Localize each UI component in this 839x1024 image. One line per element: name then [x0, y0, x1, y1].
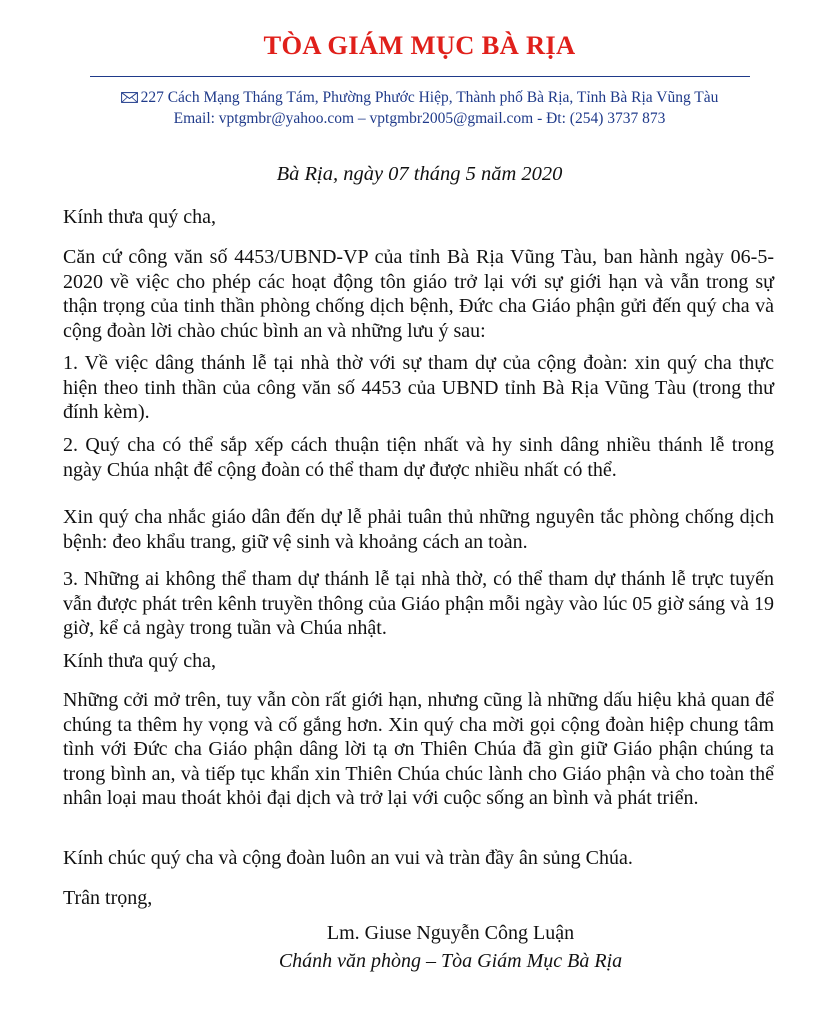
envelope-icon	[121, 92, 138, 103]
closing-regards: Trân trọng,	[63, 887, 153, 909]
paragraph-closing-body: Những cởi mở trên, tuy vẫn còn rất giới hạn, nhưng cũng là những dấu hiệu khả quan để chúng ta thêm hy vọng và cố gắng hơn. Xin quý cha mời gọi cộng đoàn hiệp chung tâm tình với Đức cha Giáo phận dâng lời tạ ơn Thiên Chúa đã gìn giữ Giáo phận chúng ta trong bình an, và tiếp tục khẩn xin Thiên Chúa chúc lành cho Giáo phận và cho toàn thể nhân loại mau thoát khỏi đại dịch và trở lại với cuộc sống an bình và phát triển.	[63, 689, 774, 809]
salutation-second: Kính thưa quý cha,	[63, 650, 217, 672]
letterhead-title: TÒA GIÁM MỤC BÀ RỊA	[263, 30, 576, 60]
closing-wish: Kính chúc quý cha và cộng đoàn luôn an vui và tràn đầy ân sủng Chúa.	[63, 847, 633, 869]
signature-name: Lm. Giuse Nguyễn Công Luận	[326, 922, 575, 944]
salutation-opening: Kính thưa quý cha,	[63, 206, 217, 228]
signature-role: Chánh văn phòng – Tòa Giám Mục Bà Rịa	[278, 950, 623, 972]
paragraph-reminder: Xin quý cha nhắc giáo dân đến dự lễ phải tuân thủ những nguyên tắc phòng chống dịch bệnh: đeo khẩu trang, giữ vệ sinh và khoảng cách an toàn.	[63, 506, 774, 553]
list-item-2: 2. Quý cha có thể sắp xếp cách thuận tiện nhất và hy sinh dâng nhiều thánh lễ trong ngày Chúa nhật để cộng đoàn có thể tham dự được nhiều nhất có thể.	[63, 434, 774, 481]
letterhead-address: 227 Cách Mạng Tháng Tám, Phường Phước Hiệp, Thành phố Bà Rịa, Tỉnh Bà Rịa Vũng Tàu	[140, 89, 719, 106]
letterhead-contact: Email: vptgmbr@yahoo.com – vptgmbr2005@gmail.com - Đt: (254) 3737 873	[173, 110, 666, 127]
list-item-1: 1. Về việc dâng thánh lễ tại nhà thờ với sự tham dự của cộng đoàn: xin quý cha thực hiện theo tinh thần của công văn số 4453 của UBND tỉnh Bà Rịa Vũng Tàu (trong thư đính kèm).	[63, 352, 774, 423]
letterhead-address-line	[0, 88, 839, 108]
letter-date: Bà Rịa, ngày 07 tháng 5 năm 2020	[276, 163, 563, 185]
letterhead-divider	[90, 76, 750, 77]
paragraph-intro: Căn cứ công văn số 4453/UBND-VP của tỉnh Bà Rịa Vũng Tàu, ban hành ngày 06-5-2020 về việc cho phép các hoạt động tôn giáo trở lại với sự giới hạn và vẫn trong sự thận trọng của tinh thần phòng chống dịch bệnh, Đức cha Giáo phận gửi đến quý cha và cộng đoàn lời chào chúc bình an và những lưu ý sau:	[63, 246, 774, 342]
list-item-3: 3. Những ai không thể tham dự thánh lễ tại nhà thờ, có thể tham dự thánh lễ trực tuyến vẫn được phát trên kênh truyền thông của Giáo phận mỗi ngày vào lúc 05 giờ sáng và 19 giờ, kể cả ngày trong tuần và Chúa nhật.	[63, 568, 774, 639]
